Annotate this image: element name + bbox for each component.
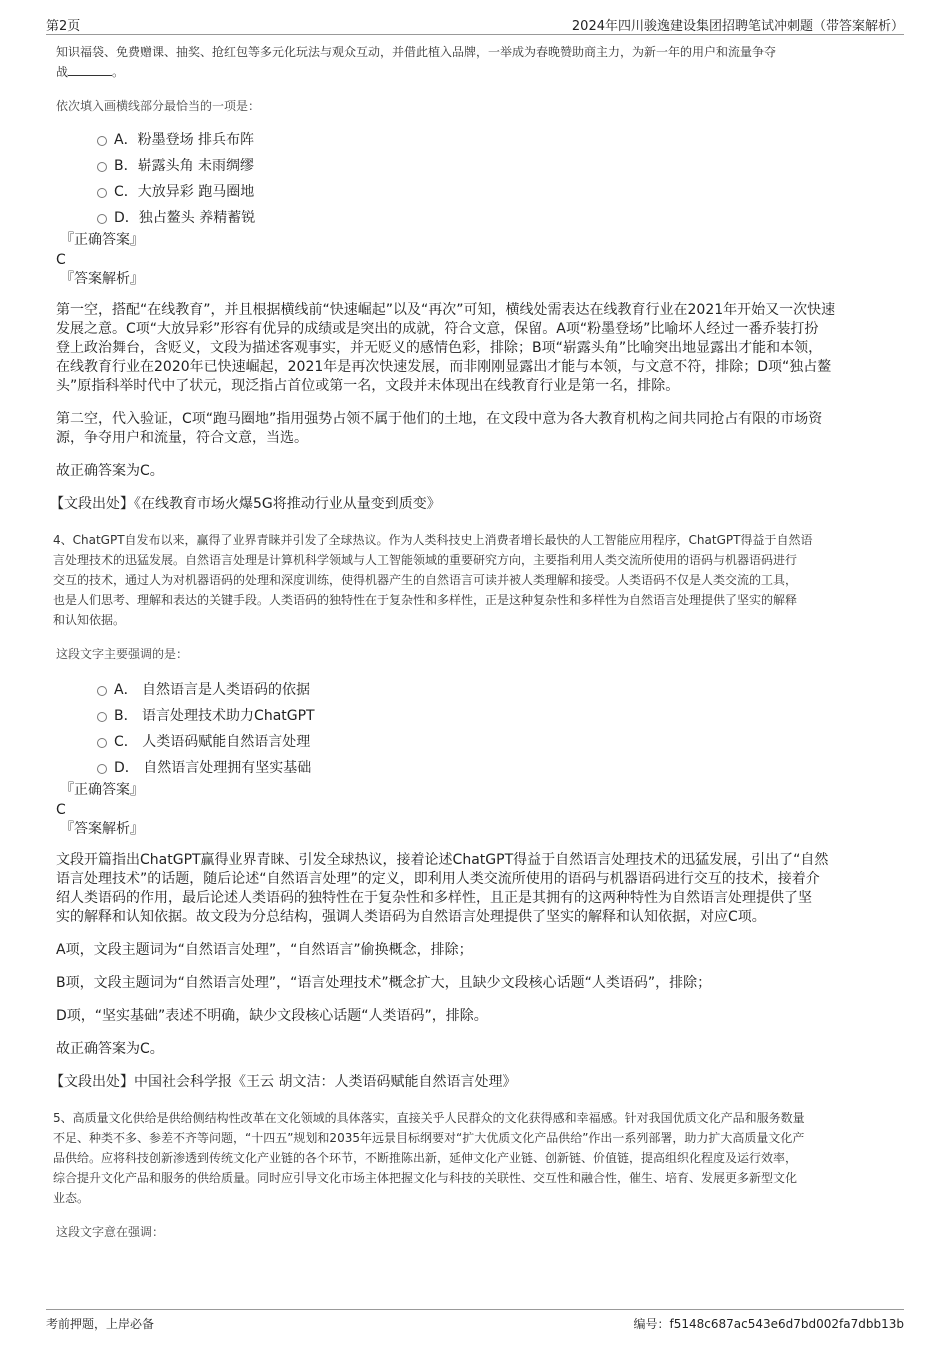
q3-intro-line: 知识福袋、免费赠课、抽奖、抢红包等多元化玩法与观众互动，并借此植入品牌，一举成为春晚赞助商主力，为新一年的用户和流量争夺 [56, 45, 777, 59]
q3-option-d[interactable]: D．独占鳌头 养精蓄锐 [56, 205, 896, 231]
radio-icon[interactable] [97, 162, 107, 172]
radio-icon[interactable] [97, 738, 107, 748]
radio-icon[interactable] [97, 764, 107, 774]
q4-option-a[interactable]: A． 自然语言是人类语码的依据 [56, 677, 896, 703]
q3-source: 【文段出处】《在线教育市场火爆5G将推动行业从量变到质变》 [50, 496, 441, 512]
q3-intro-line: 。 [112, 65, 125, 79]
q4-analysis-a: A项，文段主题词为“自然语言处理”，“自然语言”偷换概念，排除； [56, 942, 473, 958]
page-header [46, 14, 904, 35]
q3-intro-line: 战 [56, 65, 69, 79]
question-3 [50, 42, 896, 514]
document-title: 2024年四川骏逸建设集团招聘笔试冲刺题（带答案解析） [571, 19, 904, 34]
q4-analysis-p1: 文段开篇指出ChatGPT赢得业界青睐、引发全球热议，接着论述ChatGPT得益于自然语言处理技术的迅猛发展，引出了“自然 语言处理技术”的话题，随后论述“自然语言处理”的定义，即利用人类交流所使用的语码与机器语码进行交互的技术，接着介 绍人类语码的作用，最后论述人类语码的独特性在于复杂性和多样性，且正是其拥有的这两种特性为自然语言处理提供了坚 实的解释和认知依据。故文段为分总结构，强调人类语码为自然语言处理提供了坚实的解释和认知依据，对应C项。 [56, 852, 829, 925]
q4-option-c[interactable]: C． 人类语码赋能自然语言处理 [56, 729, 896, 755]
q3-answer: C [56, 252, 66, 268]
q3-analysis-p2: 第二空，代入验证，C项“跑马圈地”指用强势占领不属于他们的土地，在文段中意为各大教育机构之间共同抢占有限的市场资 源，争夺用户和流量，符合文意，当选。 [56, 411, 823, 446]
page-content [50, 42, 896, 1242]
q4-analysis-final: 故正确答案为C。 [56, 1041, 164, 1057]
q4-analysis-label: 『答案解析』 [60, 821, 144, 837]
q4-option-d[interactable]: D． 自然语言处理拥有坚实基础 [56, 755, 896, 781]
q4-source: 【文段出处】中国社会科学报《王云 胡文洁：人类语码赋能自然语言处理》 [50, 1074, 517, 1090]
q5-intro: 5、高质量文化供给是供给侧结构性改革在文化领域的具体落实，直接关乎人民群众的文化获得感和幸福感。针对我国优质文化产品和服务数量 不足、种类不多、参差不齐等问题，“十四五”规划和2035年远景目标纲要对“扩大优质文化产品供给”作出一系列部署，助力扩大高质量文化产 品供给。应将科技创新渗透到传统文化产业链的各个环节，不断推陈出新，延伸文化产业链、创新链、价值链，提高组织化程度及运行效率， 综合提升文化产品和服务的供给质量。同时应引导文化市场主体把握文化与科技的关联性、交互性和融合性，催生、培育、发展更多新型文化 业态。 [53, 1111, 805, 1205]
question-5 [53, 1108, 896, 1208]
q4-intro: 4、ChatGPT自发布以来，赢得了业界青睐并引发了全球热议。作为人类科技史上消费者增长最快的人工智能应用程序，ChatGPT得益于自然语 言处理技术的迅猛发展。自然语言处理是计算机科学领域与人工智能领域的重要研究方向，主要指利用人类交流所使用的语码与机器语码进行 交互的技术，通过人为对机器语码的处理和深度训练，使得机器产生的自然语言可读并被人类理解和接受。人类语码不仅是人类交流的工具， 也是人们思考、理解和表达的关键手段。人类语码的独特性在于复杂性和多样性，正是这种复杂性和多样性为自然语言处理提供了坚实的解释 和认知依据。 [53, 533, 813, 627]
q3-option-a[interactable]: A．粉墨登场 排兵布阵 [56, 127, 896, 153]
q3-intro [56, 42, 896, 82]
page-footer [46, 1309, 904, 1332]
q4-analysis-d: D项，“坚实基础”表述不明确，缺少文段核心话题“人类语码”，排除。 [56, 1008, 488, 1024]
q4-options [56, 677, 896, 781]
q3-analysis-p1: 第一空，搭配“在线教育”，并且根据横线前“快速崛起”以及“再次”可知，横线处需表达在线教育行业在2021年开始又一次快速 发展之意。C项“大放异彩”形容有优异的成绩或是突出的成就，符合文意，保留。A项“粉墨登场”比喻坏人经过一番乔装打扮 登上政治舞台，含贬义，文段为描述客观事实，并无贬义的感情色彩，排除；B项“崭露头角”比喻突出地显露出才能和本领， 在线教育行业在2020年已快速崛起，2021年是再次快速发展，而非刚刚显露出才能与本领，与文意不符，排除；D项“独占鳌 头”原指科举时代中了状元，现泛指占首位或第一名，文段并未体现出在线教育行业是第一名，排除。 [56, 302, 836, 394]
radio-icon[interactable] [97, 188, 107, 198]
q4-analysis-b: B项，文段主题词为“自然语言处理”，“语言处理技术”概念扩大，且缺少文段核心话题“人类语码”，排除； [56, 975, 712, 991]
radio-icon[interactable] [97, 686, 107, 696]
q4-answer: C [56, 802, 66, 818]
page-number: 第2页 [46, 19, 81, 34]
radio-icon[interactable] [97, 214, 107, 224]
radio-icon[interactable] [97, 712, 107, 722]
fill-blank [68, 63, 112, 76]
q4-option-b[interactable]: B． 语言处理技术助力ChatGPT [56, 703, 896, 729]
q3-answer-label: 『正确答案』 [60, 232, 144, 248]
question-4 [53, 530, 896, 630]
q4-answer-label: 『正确答案』 [60, 782, 144, 798]
q3-analysis-label: 『答案解析』 [60, 271, 144, 287]
q4-prompt: 这段文字主要强调的是： [56, 647, 189, 661]
footer-slogan: 考前押题，上岸必备 [46, 1317, 155, 1331]
q3-analysis-p3: 故正确答案为C。 [56, 463, 164, 479]
radio-icon[interactable] [97, 136, 107, 146]
q3-option-c[interactable]: C．大放异彩 跑马圈地 [56, 179, 896, 205]
document-id: 编号：f5148c687ac543e6d7bd002fa7dbb13b [633, 1317, 904, 1331]
q3-options [56, 127, 896, 231]
q5-prompt: 这段文字意在强调： [56, 1225, 165, 1239]
q3-option-b[interactable]: B．崭露头角 未雨绸缪 [56, 153, 896, 179]
q3-prompt: 依次填入画横线部分最恰当的一项是： [56, 99, 261, 113]
